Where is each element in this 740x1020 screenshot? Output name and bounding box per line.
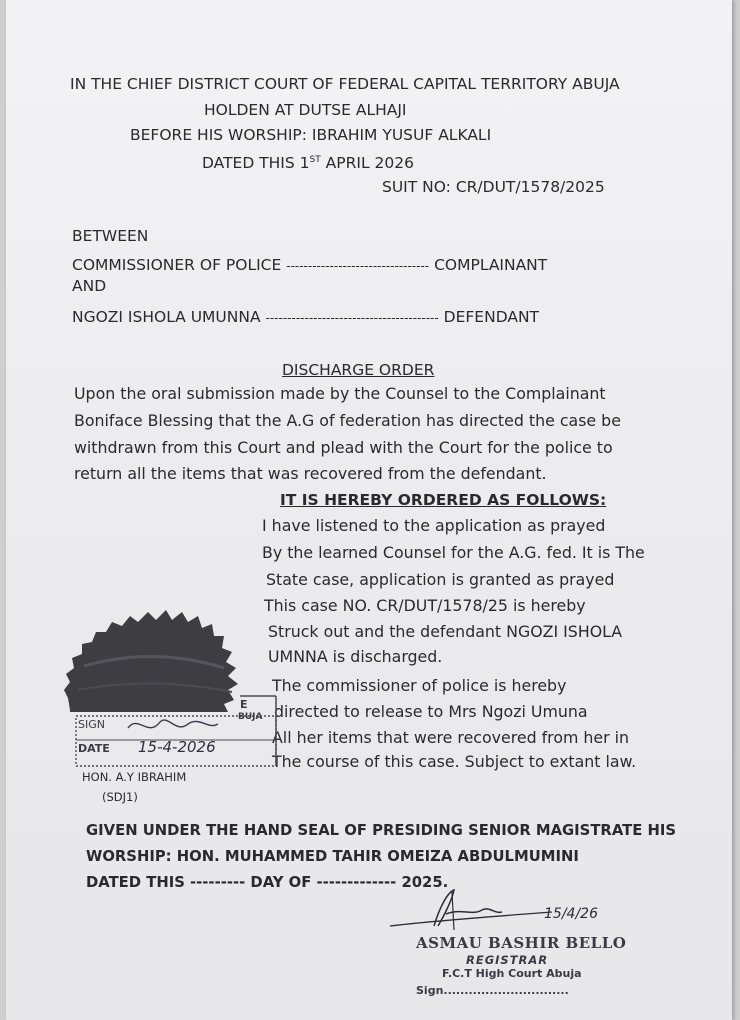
intro-line-1: Upon the oral submission made by the Counsel to the Complainant (74, 384, 606, 403)
magistrate-title: (SDJ1) (102, 790, 138, 804)
registry-stamp-icon (68, 694, 280, 768)
registrar-sign-line: Sign.............................. (416, 984, 569, 997)
complainant-dashes: --------------------------------- (286, 259, 430, 273)
order-heading: IT IS HEREBY ORDERED AS FOLLOWS: (280, 491, 607, 509)
and-label: AND (72, 277, 107, 295)
given-line-3: DATED THIS --------- DAY OF ------------- 2025. (86, 874, 449, 891)
defendant-line (72, 307, 539, 328)
given-line-1: GIVEN UNDER THE HAND SEAL OF PRESIDING SENIOR MAGISTRATE HIS (86, 822, 677, 839)
stamp-sign-label: SIGN (78, 718, 105, 731)
before-line: BEFORE HIS WORSHIP: IBRAHIM YUSUF ALKALI (130, 126, 492, 144)
complainant-line (72, 255, 547, 276)
stamp-side-bottom: BUJA (238, 712, 263, 722)
suit-number: SUIT NO: CR/DUT/1578/2025 (382, 178, 605, 196)
order-line-2: By the learned Counsel for the A.G. fed. It is The (262, 543, 645, 562)
court-title: IN THE CHIEF DISTRICT COURT OF FEDERAL CAPITAL TERRITORY ABUJA (70, 75, 620, 93)
order-line-10: The course of this case. Subject to extant law. (272, 752, 637, 771)
order-line-1: I have listened to the application as prayed (262, 516, 606, 535)
stamp-date-value: 15-4-2026 (138, 738, 216, 756)
order-line-6: UMNNA is discharged. (268, 647, 443, 666)
dated-prefix: DATED THIS 1 (202, 154, 310, 173)
order-title: DISCHARGE ORDER (282, 361, 435, 379)
holden-line: HOLDEN AT DUTSE ALHAJI (204, 101, 407, 119)
complainant-name: COMMISSIONER OF POLICE (72, 256, 282, 274)
order-line-4: This case NO. CR/DUT/1578/25 is hereby (264, 596, 586, 615)
stamp-side-top: E (240, 698, 248, 711)
intro-line-3: withdrawn from this Court and plead with the Court for the police to (74, 438, 613, 457)
order-line-8: directed to release to Mrs Ngozi Umuna (274, 702, 588, 721)
registrar-name: ASMAU BASHIR BELLO (416, 934, 627, 952)
dated-sup: ST (309, 155, 321, 165)
registrar-court: F.C.T High Court Abuja (442, 967, 582, 980)
defendant-role: DEFENDANT (443, 308, 540, 326)
given-line-2: WORSHIP: HON. MUHAMMED TAHIR OMEIZA ABDULMUMINI (86, 848, 579, 865)
intro-line-4: return all the items that was recovered from the defendant. (74, 464, 547, 483)
between-label: BETWEEN (72, 227, 149, 245)
dated-suffix: APRIL 2026 (320, 154, 414, 173)
dated-line (202, 150, 414, 173)
stamp-date-label: DATE (78, 742, 110, 755)
order-line-9: All her items that were recovered from her in (272, 728, 630, 747)
intro-line-2: Boniface Blessing that the A.G of federation has directed the case be (74, 411, 621, 430)
registrar-title: REGISTRAR (466, 953, 549, 967)
order-line-7: The commissioner of police is hereby (272, 676, 567, 695)
order-line-5: Struck out and the defendant NGOZI ISHOLA (268, 622, 623, 641)
registrar-sig-date: 15/4/26 (544, 906, 598, 922)
order-line-3: State case, application is granted as prayed (266, 570, 615, 589)
complainant-role: COMPLAINANT (434, 256, 548, 274)
defendant-dashes: ---------------------------------------- (265, 311, 439, 325)
document-page (6, 0, 732, 1020)
defendant-name: NGOZI ISHOLA UMUNNA (72, 308, 261, 326)
magistrate-name: HON. A.Y IBRAHIM (82, 770, 187, 784)
